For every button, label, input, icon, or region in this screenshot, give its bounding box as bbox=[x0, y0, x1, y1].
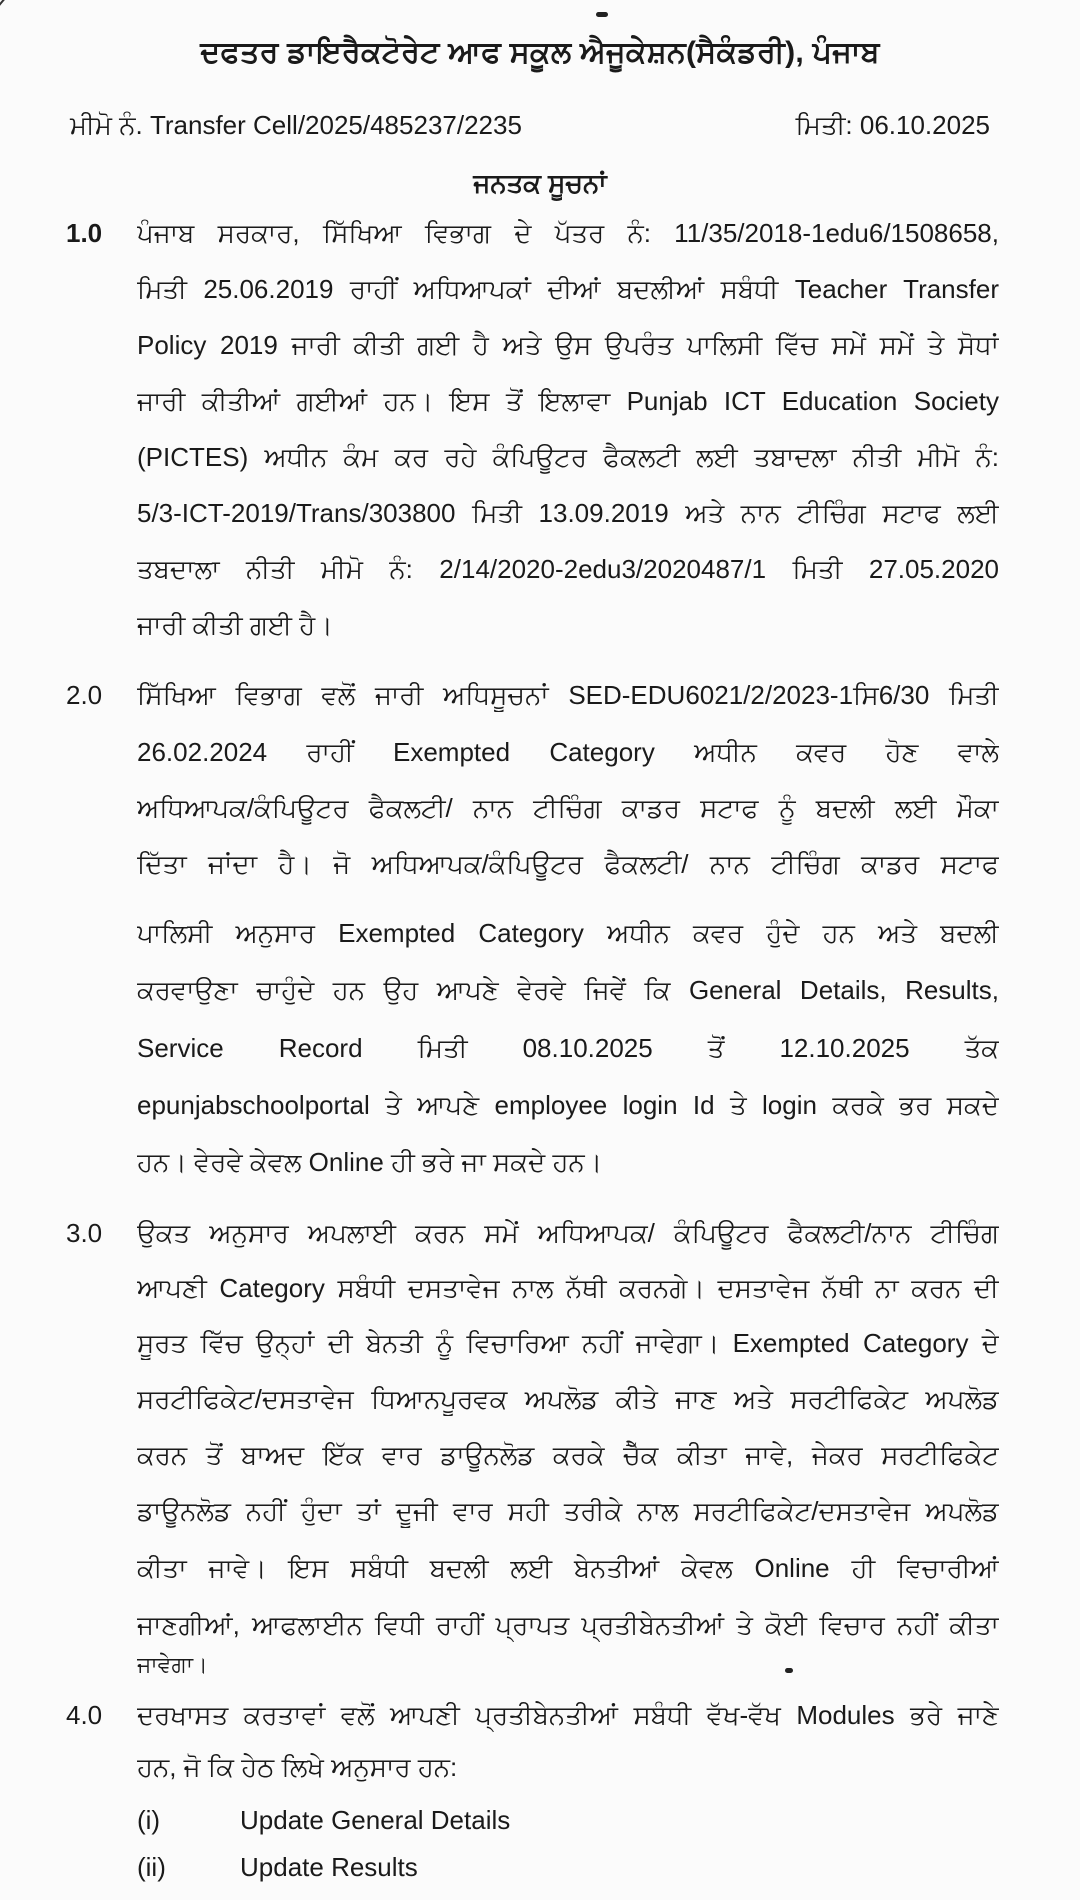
notice-title: ਜਨਤਕ ਸੂਚਨਾਂ bbox=[473, 168, 607, 198]
paragraph-line: ਜਾਰੀ ਕੀਤੀਆਂ ਗਈਆਂ ਹਨ। ਇਸ ਤੋਂ ਇਲਾਵਾ Punjab ICT Education Society bbox=[137, 386, 999, 416]
paragraph-line: ਕੀਤਾ ਜਾਵੇ। ਇਸ ਸਬੰਧੀ ਬਦਲੀ ਲਈ ਬੇਨਤੀਆਂ ਕੇਵਲ Online ਹੀ ਵਿਚਾਰੀਆਂ bbox=[137, 1553, 999, 1583]
memo-number: ਮੀਮੋ ਨੰ. Transfer Cell/2025/485237/2235 bbox=[70, 110, 522, 140]
paragraph-number: 3.0 bbox=[66, 1218, 103, 1248]
paragraph-line: ਪੰਜਾਬ ਸਰਕਾਰ, ਸਿੱਖਿਆ ਵਿਭਾਗ ਦੇ ਪੱਤਰ ਨੰ: 11/35/2018-1edu6/1508658, bbox=[137, 218, 999, 248]
paragraph-line: ਉਕਤ ਅਨੁਸਾਰ ਅਪਲਾਈ ਕਰਨ ਸਮੇਂ ਅਧਿਆਪਕ/ ਕੰਪਿਊਟਰ ਫੈਕਲਟੀ/ਨਾਨ ਟੀਚਿੰਗ bbox=[137, 1218, 999, 1248]
list-marker: (i) bbox=[137, 1805, 161, 1835]
paragraph-line: Policy 2019 ਜਾਰੀ ਕੀਤੀ ਗਈ ਹੈ ਅਤੇ ਉਸ ਉਪਰੰਤ ਪਾਲਿਸੀ ਵਿੱਚ ਸਮੇਂ ਸਮੇਂ ਤੇ ਸੋਧਾਂ bbox=[137, 330, 999, 360]
paragraph-line: ਹਨ। ਵੇਰਵੇ ਕੇਵਲ Online ਹੀ ਭਰੇ ਜਾ ਸਕਦੇ ਹਨ। bbox=[137, 1147, 603, 1177]
list-marker: (ii) bbox=[137, 1852, 166, 1882]
module-item: Update Results bbox=[240, 1852, 418, 1882]
paragraph-line: epunjabschoolportal ਤੇ ਆਪਣੇ employee login Id ਤੇ login ਕਰਕੇ ਭਰ ਸਕਦੇ bbox=[137, 1090, 999, 1120]
module-item: Update General Details bbox=[240, 1805, 511, 1835]
paragraph-line: ਕਰਵਾਉਣਾ ਚਾਹੁੰਦੇ ਹਨ ਉਹ ਆਪਣੇ ਵੇਰਵੇ ਜਿਵੇਂ ਕਿ General Details, Results, bbox=[137, 975, 999, 1005]
paragraph-line: ਅਧਿਆਪਕ/ਕੰਪਿਊਟਰ ਫੈਕਲਟੀ/ ਨਾਨ ਟੀਚਿੰਗ ਕਾਡਰ ਸਟਾਫ ਨੂੰ ਬਦਲੀ ਲਈ ਮੌਕਾ bbox=[137, 793, 999, 823]
paragraph-line: ਤਬਦਾਲਾ ਨੀਤੀ ਮੀਮੋ ਨੰ: 2/14/2020-2edu3/2020487/1 ਮਿਤੀ 27.05.2020 bbox=[137, 554, 999, 584]
punch-mark bbox=[596, 12, 608, 17]
paragraph-line: ਕਰਨ ਤੋਂ ਬਾਅਦ ਇੱਕ ਵਾਰ ਡਾਊਨਲੋਡ ਕਰਕੇ ਚੈੱਕ ਕੀਤਾ ਜਾਵੇ, ਜੇਕਰ ਸਰਟੀਫਿਕੇਟ bbox=[137, 1440, 999, 1470]
paragraph-line: ਡਾਊਨਲੋਡ ਨਹੀਂ ਹੁੰਦਾ ਤਾਂ ਦੂਜੀ ਵਾਰ ਸਹੀ ਤਰੀਕੇ ਨਾਲ ਸਰਟੀਫਿਕੇਟ/ਦਸਤਾਵੇਜ ਅਪਲੋਡ bbox=[137, 1496, 999, 1526]
paragraph-line: 26.02.2024 ਰਾਹੀਂ Exempted Category ਅਧੀਨ ਕਵਰ ਹੋਣ ਵਾਲੇ bbox=[137, 737, 999, 767]
paragraph-number: 4.0 bbox=[66, 1700, 103, 1730]
office-title: ਦਫਤਰ ਡਾਇਰੈਕਟੋਰੇਟ ਆਫ ਸਕੂਲ ਐਜੂਕੇਸ਼ਨ(ਸੈਕੰਡਰੀ), ਪੰਜਾਬ bbox=[200, 36, 880, 69]
paragraph-line: 5/3-ICT-2019/Trans/303800 ਮਿਤੀ 13.09.2019 ਅਤੇ ਨਾਨ ਟੀਚਿੰਗ ਸਟਾਫ ਲਈ bbox=[137, 498, 999, 528]
paragraph-line: ਪਾਲਿਸੀ ਅਨੁਸਾਰ Exempted Category ਅਧੀਨ ਕਵਰ ਹੁੰਦੇ ਹਨ ਅਤੇ ਬਦਲੀ bbox=[137, 918, 999, 948]
punch-mark bbox=[785, 1668, 793, 1673]
paragraph-line: ਦਰਖਾਸਤ ਕਰਤਾਵਾਂ ਵਲੋਂ ਆਪਣੀ ਪ੍ਰਤੀਬੇਨਤੀਆਂ ਸਬੰਧੀ ਵੱਖ-ਵੱਖ Modules ਭਰੇ ਜਾਣੇ bbox=[137, 1700, 999, 1730]
paragraph-line: ਦਿੱਤਾ ਜਾਂਦਾ ਹੈ। ਜੋ ਅਧਿਆਪਕ/ਕੰਪਿਊਟਰ ਫੈਕਲਟੀ/ ਨਾਨ ਟੀਚਿੰਗ ਕਾਡਰ ਸਟਾਫ bbox=[137, 849, 999, 879]
memo-date: ਮਿਤੀ: 06.10.2025 bbox=[795, 110, 990, 140]
paragraph-line: ਮਿਤੀ 25.06.2019 ਰਾਹੀਂ ਅਧਿਆਪਕਾਂ ਦੀਆਂ ਬਦਲੀਆਂ ਸਬੰਧੀ Teacher Transfer bbox=[137, 274, 999, 304]
paragraph-line: ਜਾਣਗੀਆਂ, ਆਫਲਾਈਨ ਵਿਧੀ ਰਾਹੀਂ ਪ੍ਰਾਪਤ ਪ੍ਰਤੀਬੇਨਤੀਆਂ ਤੇ ਕੋਈ ਵਿਚਾਰ ਨਹੀਂ ਕੀਤਾ bbox=[137, 1610, 999, 1640]
paragraph-line: ਸਰਟੀਫਿਕੇਟ/ਦਸਤਾਵੇਜ ਧਿਆਨਪੂਰਵਕ ਅਪਲੋਡ ਕੀਤੇ ਜਾਣ ਅਤੇ ਸਰਟੀਫਿਕੇਟ ਅਪਲੋਡ bbox=[137, 1384, 999, 1414]
paragraph-number: 2.0 bbox=[66, 680, 103, 710]
paragraph-line: ਜਾਰੀ ਕੀਤੀ ਗਈ ਹੈ। bbox=[137, 610, 333, 640]
paragraph-line: ਸਿੱਖਿਆ ਵਿਭਾਗ ਵਲੋਂ ਜਾਰੀ ਅਧਿਸੂਚਨਾਂ SED-EDU6021/2/2023-1ਸਿ6/30 ਮਿਤੀ bbox=[137, 680, 999, 710]
pen-mark bbox=[0, 0, 16, 10]
paragraph-line: ਸੂਰਤ ਵਿੱਚ ਉਨ੍ਹਾਂ ਦੀ ਬੇਨਤੀ ਨੂੰ ਵਿਚਾਰਿਆ ਨਹੀਂ ਜਾਵੇਗਾ। Exempted Category ਦੇ bbox=[137, 1328, 999, 1358]
paragraph-number: 1.0 bbox=[66, 218, 103, 248]
paragraph-line: (PICTES) ਅਧੀਨ ਕੰਮ ਕਰ ਰਹੇ ਕੰਪਿਊਟਰ ਫੈਕਲਟੀ ਲਈ ਤਬਾਦਲਾ ਨੀਤੀ ਮੀਮੋ ਨੰ: bbox=[137, 442, 999, 472]
paragraph-line: ਹਨ, ਜੋ ਕਿ ਹੇਠ ਲਿਖੇ ਅਨੁਸਾਰ ਹਨ: bbox=[137, 1752, 458, 1782]
paragraph-line: Service Record ਮਿਤੀ 08.10.2025 ਤੋਂ 12.10.2025 ਤੱਕ bbox=[137, 1033, 999, 1063]
paragraph-line: ਆਪਣੀ Category ਸਬੰਧੀ ਦਸਤਾਵੇਜ ਨਾਲ ਨੱਥੀ ਕਰਨਗੇ। ਦਸਤਾਵੇਜ ਨੱਥੀ ਨਾ ਕਰਨ ਦੀ bbox=[137, 1273, 999, 1303]
paragraph-line: ਜਾਵੇਗਾ। bbox=[137, 1652, 208, 1677]
